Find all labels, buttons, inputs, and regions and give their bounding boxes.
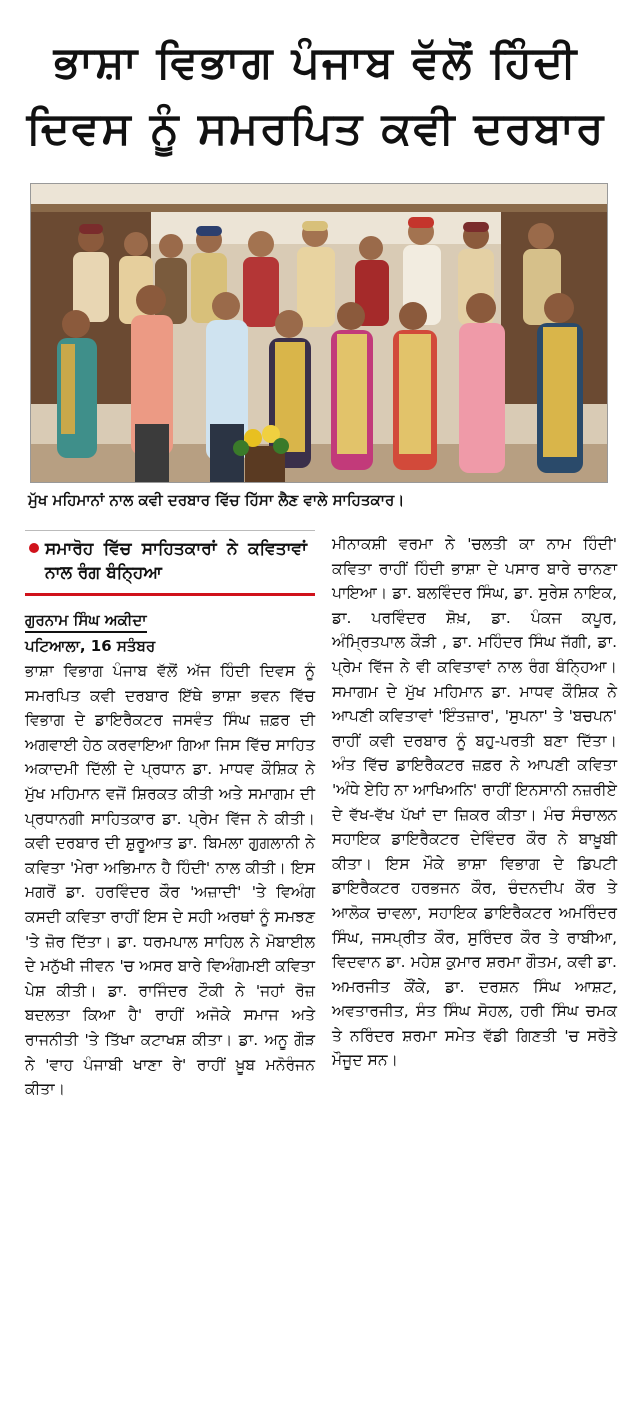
headline-line-2: ਦਿਵਸ ਨੂੰ ਸਮਰਪਿਤ ਕਵੀ ਦਰਬਾਰ [26, 103, 606, 154]
bullet-dot-icon [29, 543, 39, 553]
column-left [25, 530, 315, 1102]
headline-line-1: ਭਾਸ਼ਾ ਵਿਭਾਗ ਪੰਜਾਬ ਵੱਲੋਂ ਹਿੰਦੀ [53, 37, 579, 88]
body-text-right: ਮੀਨਾਕਸ਼ੀ ਵਰਮਾ ਨੇ 'ਚਲਤੀ ਕਾ ਨਾਮ ਹਿੰਦੀ' ਕਵਿਤਾ ਰਾਹੀਂ ਹਿੰਦੀ ਭਾਸ਼ਾ ਦੇ ਪਸਾਰ ਬਾਰੇ ਚਾਨਣਾ ਪਾਇਆ। ਡਾ. ਬਲਵਿੰਦਰ ਸਿੰਘ, ਡਾ. ਸੁਰੇਸ਼ ਨਾਇਕ, ਡਾ. ਪਰਵਿੰਦਰ ਸ਼ੋਖ਼, ਡਾ. ਪੰਕਜ ਕਪੂਰ, ਅੰਮ੍ਰਿਤਪਾਲ ਕੌੜੀ , ਡਾ. ਮਹਿੰਦਰ ਸਿੰਘ ਜੱਗੀ, ਡਾ. ਪ੍ਰੇਮ ਵਿੱਜ ਨੇ ਵੀ ਕਵਿਤਾਵਾਂ ਨਾਲ ਰੰਗ ਬੰਨ੍ਹਿਆ। ਸਮਾਗਮ ਦੇ ਮੁੱਖ ਮਹਿਮਾਨ ਡਾ. ਮਾਧਵ ਕੌਸ਼ਿਕ ਨੇ ਆਪਣੀ ਕਵਿਤਾਵਾਂ 'ਇੰਤਜ਼ਾਰ', 'ਸੁਪਨਾ' ਤੇ 'ਬਚਪਨ' ਰਾਹੀਂ ਕਵੀ ਦਰਬਾਰ ਨੂੰ ਬਹੁ-ਪਰਤੀ ਬਣਾ ਦਿੱਤਾ। ਅੰਤ ਵਿੱਚ ਡਾਇਰੈਕਟਰ ਜ਼ਫ਼ਰ ਨੇ ਆਪਣੀ ਕਵਿਤਾ 'ਅੰਧੇ ਏਹਿ ਨਾ ਆਖਿਅਨਿ' ਰਾਹੀਂ ਇਨਸਾਨੀ ਨਜ਼ਰੀਏ ਦੇ ਵੱਖ-ਵੱਖ ਪੱਖਾਂ ਦਾ ਜ਼ਿਕਰ ਕੀਤਾ। ਮੰਚ ਸੰਚਾਲਨ ਸਹਾਇਕ ਡਾਇਰੈਕਟਰ ਦੇਵਿੰਦਰ ਕੌਰ ਨੇ ਬਾਖ਼ੂਬੀ ਕੀਤਾ। ਇਸ ਮੌਕੇ ਭਾਸ਼ਾ ਵਿਭਾਗ ਦੇ ਡਿਪਟੀ ਡਾਇਰੈਕਟਰ ਹਰਭਜਨ ਕੌਰ, ਚੰਦਨਦੀਪ ਕੌਰ ਤੇ ਆਲੋਕ ਚਾਵਲਾ, ਸਹਾਇਕ ਡਾਇਰੈਕਟਰ ਅਮਰਿੰਦਰ ਸਿੰਘ, ਜਸਪ੍ਰੀਤ ਕੌਰ, ਸੁਰਿੰਦਰ ਕੌਰ ਤੇ ਰਾਬੀਆ, ਵਿਦਵਾਨ ਡਾ. ਮਹੇਸ਼ ਕੁਮਾਰ ਸ਼ਰਮਾ ਗੌਤਮ, ਕਵੀ ਡਾ. ਅਮਰਜੀਤ ਕੌਂਕੇ, ਡਾ. ਦਰਸ਼ਨ ਸਿੰਘ ਆਸ਼ਟ, ਅਵਤਾਰਜੀਤ, ਸੰਤ ਸਿੰਘ ਸੋਹਲ, ਹਰੀ ਸਿੰਘ ਚਮਕ ਤੇ ਨਰਿੰਦਰ ਸ਼ਰਮਾ ਸਮੇਤ ਵੱਡੀ ਗਿਣਤੀ 'ਚ ਸਰੋਤੇ ਮੌਜੂਦ ਸਨ। [332, 535, 617, 1070]
dateline: ਪਟਿਆਲਾ, 16 ਸਤੰਬਰ [25, 637, 156, 655]
headline [0, 30, 632, 162]
byline: ਗੁਰਨਾਮ ਸਿੰਘ ਅਕੀਦਾ [25, 609, 147, 633]
subheading-text: ਸਮਾਰੋਹ ਵਿੱਚ ਸਾਹਿਤਕਾਰਾਂ ਨੇ ਕਵਿਤਾਵਾਂ ਨਾਲ ਰੰਗ ਬੰਨ੍ਹਿਆ [45, 539, 307, 583]
column-right [332, 532, 617, 1073]
body-text-left: ਭਾਸ਼ਾ ਵਿਭਾਗ ਪੰਜਾਬ ਵੱਲੋਂ ਅੱਜ ਹਿੰਦੀ ਦਿਵਸ ਨੂੰ ਸਮਰਪਿਤ ਕਵੀ ਦਰਬਾਰ ਇੱਥੇ ਭਾਸ਼ਾ ਭਵਨ ਵਿੱਚ ਵਿਭਾਗ ਦੇ ਡਾਇਰੈਕਟਰ ਜਸਵੰਤ ਸਿੰਘ ਜ਼ਫ਼ਰ ਦੀ ਅਗਵਾਈ ਹੇਠ ਕਰਵਾਇਆ ਗਿਆ ਜਿਸ ਵਿੱਚ ਸਾਹਿਤ ਅਕਾਦਮੀ ਦਿੱਲੀ ਦੇ ਪ੍ਰਧਾਨ ਡਾ. ਮਾਧਵ ਕੌਸ਼ਿਕ ਨੇ ਮੁੱਖ ਮਹਿਮਾਨ ਵਜੋਂ ਸ਼ਿਰਕਤ ਕੀਤੀ ਅਤੇ ਸਮਾਗਮ ਦੀ ਪ੍ਰਧਾਨਗੀ ਸਾਹਿਤਕਾਰ ਡਾ. ਪ੍ਰੇਮ ਵਿੱਜ ਨੇ ਕੀਤੀ। ਕਵੀ ਦਰਬਾਰ ਦੀ ਸ਼ੁਰੂਆਤ ਡਾ. ਬਿਮਲਾ ਗੁਗਲਾਨੀ ਨੇ ਕਵਿਤਾ 'ਮੇਰਾ ਅਭਿਮਾਨ ਹੈ ਹਿੰਦੀ' ਨਾਲ ਕੀਤੀ। ਇਸ ਮਗਰੋਂ ਡਾ. ਹਰਵਿੰਦਰ ਕੌਰ 'ਅਜ਼ਾਦੀ' 'ਤੇ ਵਿਅੰਗ ਕਸਦੀ ਕਵਿਤਾ ਰਾਹੀਂ ਇਸ ਦੇ ਸਹੀ ਅਰਥਾਂ ਨੂੰ ਸਮਝਣ 'ਤੇ ਜ਼ੋਰ ਦਿੱਤਾ। ਡਾ. ਧਰਮਪਾਲ ਸਾਹਿਲ ਨੇ ਮੋਬਾਈਲ ਦੇ ਮਨੁੱਖੀ ਜੀਵਨ 'ਚ ਅਸਰ ਬਾਰੇ ਵਿਅੰਗਮਈ ਕਵਿਤਾ ਪੇਸ਼ ਕੀਤੀ। ਡਾ. ਰਾਜਿੰਦਰ ਟੌਕੀ ਨੇ 'ਜਹਾਂ ਰੋਜ਼ ਬਦਲਤਾ ਕਿਆ ਹੈ' ਰਾਹੀਂ ਅਜੋਕੇ ਸਮਾਜ ਅਤੇ ਰਾਜਨੀਤੀ 'ਤੇ ਤਿੱਖਾ ਕਟਾਖਸ਼ ਕੀਤਾ। ਡਾ. ਅਨੂ ਗੌੜ ਨੇ 'ਵਾਹ ਪੰਜਾਬੀ ਖਾਣਾ ਰੇ' ਰਾਹੀਂ ਖ਼ੂਬ ਮਨੋਰੰਜਨ ਕੀਤਾ। [25, 662, 315, 1099]
group-photo [30, 183, 608, 483]
photo-caption: ਮੁੱਖ ਮਹਿਮਾਨਾਂ ਨਾਲ ਕਵੀ ਦਰਬਾਰ ਵਿੱਚ ਹਿੱਸਾ ਲੈਣ ਵਾਲੇ ਸਾਹਿਤਕਾਰ। [28, 491, 405, 509]
subheading [25, 530, 315, 596]
